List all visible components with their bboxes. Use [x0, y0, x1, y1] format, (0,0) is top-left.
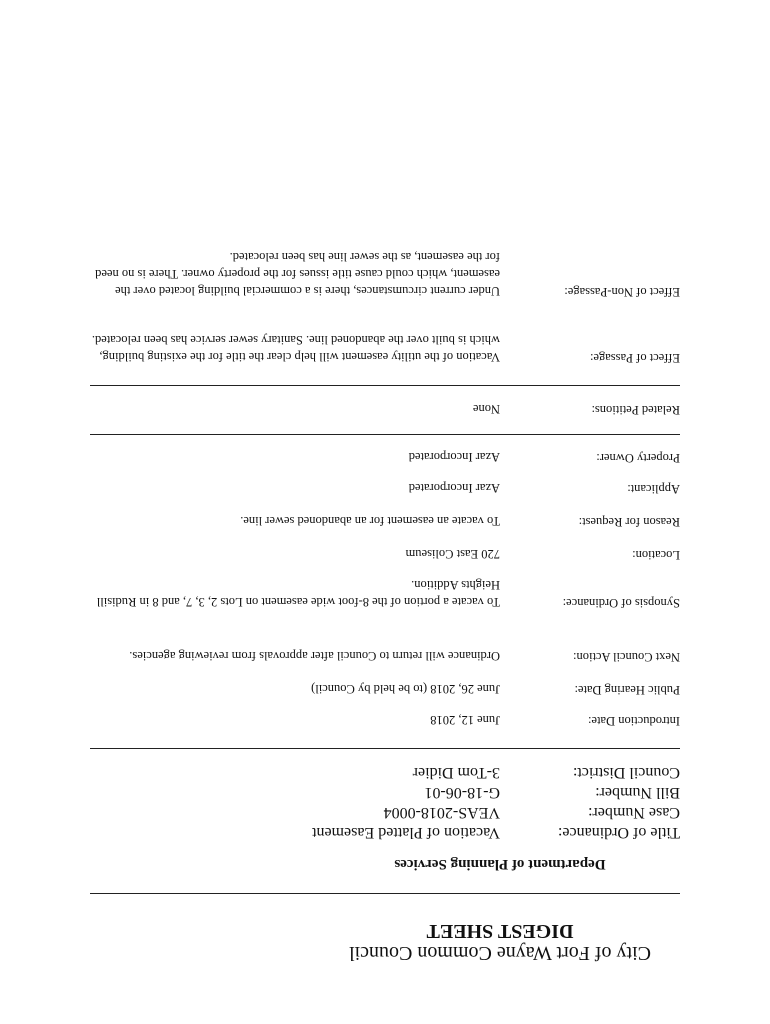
- effect-of-passage-label: Effect of Passage:: [589, 351, 680, 365]
- council-name: City of Fort Wayne Common Council: [349, 942, 651, 964]
- effect-of-passage-value: Vacation of the utility easement will help clear the title for the existing building, which is built over the abandoned line. Sanitary sewer service has been relocated.: [91, 333, 500, 364]
- location-value: 720 East Coliseum: [405, 547, 500, 561]
- introduction-date-value: June 12, 2018: [430, 713, 500, 727]
- applicant-value: Azar Incorporated: [408, 481, 500, 495]
- applicant-label: Applicant:: [627, 482, 680, 496]
- introduction-date-label: Introduction Date:: [588, 714, 680, 728]
- related-petitions-label: Related Petitions:: [591, 403, 680, 417]
- location-label: Location:: [632, 548, 680, 562]
- divider: [90, 748, 680, 749]
- public-hearing-value: June 26, 2018 (to be held by Council): [311, 682, 500, 696]
- property-owner-value: Azar Incorporated: [408, 450, 500, 464]
- bill-number-label: Bill Number:: [595, 784, 680, 801]
- title-label: Title of Ordinance:: [557, 824, 680, 841]
- related-petitions-value: None: [472, 402, 500, 416]
- council-district-label: Council District:: [572, 764, 680, 781]
- title-value: Vacation of Platted Easement: [312, 824, 500, 841]
- property-owner-label: Property Owner:: [596, 451, 680, 465]
- bill-number-value: G-18-06-01: [424, 784, 500, 801]
- sheet-title: DIGEST SHEET: [426, 920, 574, 942]
- synopsis-value: To vacate a portion of the 8-foot wide easement on Lots 2, 3, 7, and 8 in Rudisill Heights Addition.: [96, 578, 500, 609]
- reason-value: To vacate an easement for an abandoned sewer line.: [240, 514, 500, 528]
- divider: [90, 893, 680, 894]
- effect-of-non-passage-label: Effect of Non-Passage:: [564, 285, 680, 299]
- effect-of-non-passage-value: Under current circumstances, there is a commercial building located over the easement, which could cause title issues for the property owner. There is no need for the easement, as the sewer line has been relocated.: [95, 250, 500, 298]
- next-action-value: Ordinance will return to Council after approvals from reviewing agencies.: [129, 649, 500, 663]
- divider: [90, 385, 680, 386]
- public-hearing-label: Public Hearing Date:: [574, 683, 680, 697]
- department-name: Department of Planning Services: [394, 856, 606, 872]
- case-number-value: VEAS-2018-0004: [383, 804, 500, 821]
- case-number-label: Case Number:: [588, 804, 680, 821]
- next-action-label: Next Council Action:: [573, 650, 680, 664]
- council-district-value: 3-Tom Didier: [412, 764, 500, 781]
- synopsis-label: Synopsis of Ordinance:: [562, 596, 680, 610]
- reason-label: Reason for Request:: [578, 515, 680, 529]
- divider: [90, 434, 680, 435]
